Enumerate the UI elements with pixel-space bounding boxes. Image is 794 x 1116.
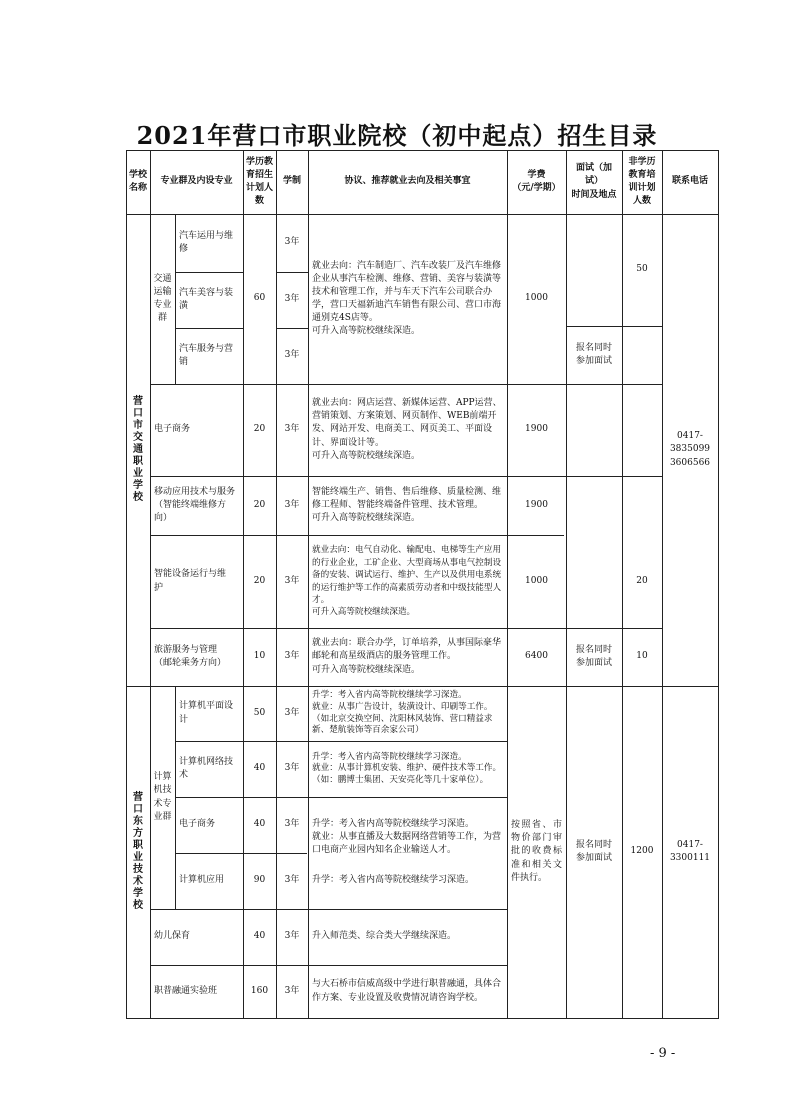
plan-count: 50 bbox=[253, 707, 266, 718]
plan-count: 20 bbox=[253, 424, 266, 435]
header-notes: 协议、推荐就业去向及相关事宜 bbox=[344, 176, 471, 187]
years-value: 3年 bbox=[284, 651, 300, 662]
plan-count: 10 bbox=[253, 651, 266, 662]
notes-text: 与大石桥市信威高级中学进行职普融通，具体合作方案、专业设置及收费情况请咨询学校。 bbox=[312, 979, 502, 1003]
nonplan-count: 10 bbox=[636, 651, 648, 662]
years-value: 3年 bbox=[284, 294, 300, 305]
years-value: 3年 bbox=[284, 985, 300, 996]
major-name: 电子商务 bbox=[154, 424, 191, 435]
plan-count: 40 bbox=[253, 931, 266, 942]
notes-text: 升学：考入省内高等院校继续学习深造。 就业：从事直播及大数据网络营销等工作，为营口电商产业园内知名企业输送人才。 bbox=[312, 819, 502, 856]
major-name: 计算机网络技 术 bbox=[179, 756, 234, 780]
header-fee: 学费 （元/学期） bbox=[512, 169, 561, 193]
years-value: 3年 bbox=[284, 237, 300, 248]
fee-value: 1900 bbox=[525, 499, 548, 510]
years-value: 3年 bbox=[284, 875, 300, 886]
school-name: 营口市交通职业学校 bbox=[133, 396, 143, 503]
notes-text: 升学：考入省内高等院校继续学习深造。 就业：从事广告设计，装潢设计、印刷等工作。（如北京交换空间、沈阳林风装饰、营口精益求新、楚航装饰等百余家公司） bbox=[312, 690, 493, 736]
major-name: 计算机平面设 计 bbox=[179, 701, 234, 725]
nonplan-count: 50 bbox=[636, 264, 648, 275]
page-number: - 9 - bbox=[650, 1046, 676, 1061]
major-name: 汽车运用与维 修 bbox=[179, 230, 234, 254]
contact-phone: 0417- 3300111 bbox=[669, 839, 711, 863]
notes-text: 就业去向：网店运营、新媒体运营、APP运营、营销策划、方案策划、网页制作、WEB前端开发、网站开发、电商美工、网页美工、平面设计、界面设计等。 可升入高等院校继续深造。 bbox=[312, 398, 502, 461]
header-major: 专业群及内设专业 bbox=[160, 176, 233, 187]
notes-text: 就业去向：电气自动化、输配电、电梯等生产应用的行业企业，工矿企业、大型商场从事电气控制设备的安装、调试运行、维护、生产以及供用电系统的运行维护等工作的高素质劳动者和中级技能型人才。 可升入高等院校继续深造。 bbox=[312, 545, 502, 618]
contact-phone: 0417- 3835099 3606566 bbox=[669, 431, 711, 468]
header-plan: 学历教 育招生 计划人 数 bbox=[245, 156, 273, 207]
years-value: 3年 bbox=[284, 424, 300, 435]
notes-text: 升学：考入省内高等院校继续学习深造。 就业：从事计算机安装、维护、硬件技术等工作。（如：鹏博士集团、天安亮化等几十家单位）。 bbox=[312, 751, 502, 785]
years-value: 3年 bbox=[284, 575, 300, 586]
major-name: 电子商务 bbox=[179, 819, 216, 830]
major-name: 汽车服务与营 销 bbox=[179, 343, 234, 367]
major-name: 幼儿保育 bbox=[154, 931, 191, 942]
major-name: 移动应用技术与服务 （智能终端维修方向） bbox=[154, 486, 236, 524]
header-nonplan: 非学历 教育培 训计划 人数 bbox=[628, 156, 656, 207]
major-name: 职普融通实验班 bbox=[154, 985, 218, 996]
nonplan-count: 20 bbox=[636, 575, 648, 586]
notes-text: 升学：考入省内高等院校继续学习深造。 bbox=[312, 875, 475, 885]
major-name: 旅游服务与管理 （邮轮乘务方向） bbox=[154, 644, 227, 668]
school-name: 营口东方职业技术学校 bbox=[133, 792, 143, 911]
plan-count: 60 bbox=[253, 293, 266, 304]
plan-count: 40 bbox=[253, 819, 266, 830]
years-value: 3年 bbox=[284, 499, 300, 510]
fee-value: 按照省、市物价部门审批的收费标准和相关文件执行。 bbox=[511, 820, 562, 883]
years-value: 3年 bbox=[284, 350, 300, 361]
notes-text: 就业去向：联合办学，订单培养，从事国际豪华邮轮和高星级酒店的服务管理工作。 可升入高等院校继续深造。 bbox=[312, 638, 502, 675]
years-value: 3年 bbox=[284, 931, 300, 942]
notes-text: 升入师范类、综合类大学继续深造。 bbox=[312, 931, 457, 942]
notes-text: 智能终端生产、销售、售后维修、质量检测、维修工程师、智能终端备件管理、技术管理。 可升入高等院校继续深造。 bbox=[312, 486, 502, 524]
years-value: 3年 bbox=[284, 763, 300, 774]
fee-value: 1000 bbox=[525, 575, 548, 586]
header-school: 学校 名称 bbox=[128, 169, 147, 193]
fee-value: 1000 bbox=[525, 293, 548, 304]
years-value: 3年 bbox=[284, 707, 300, 718]
header-years: 学制 bbox=[282, 176, 301, 187]
major-name: 汽车美容与装 潢 bbox=[179, 287, 234, 311]
interview-info: 报名同时 参加面试 bbox=[575, 644, 612, 668]
major-name: 智能设备运行与维 护 bbox=[154, 569, 227, 593]
major-group: 交通 运输 专业 群 bbox=[153, 273, 172, 324]
admissions-table bbox=[126, 150, 718, 1018]
major-name: 计算机应用 bbox=[179, 875, 225, 886]
plan-count: 20 bbox=[253, 575, 266, 586]
page-title: 2021年营口市职业院校（初中起点）招生目录 bbox=[136, 121, 658, 150]
plan-count: 20 bbox=[253, 499, 266, 510]
plan-count: 40 bbox=[253, 763, 266, 774]
interview-info: 报名同时 参加面试 bbox=[575, 839, 612, 863]
plan-count: 90 bbox=[253, 875, 266, 886]
interview-info: 报名同时 参加面试 bbox=[575, 342, 612, 366]
plan-count: 160 bbox=[250, 985, 269, 996]
fee-value: 6400 bbox=[525, 651, 548, 662]
header-interview: 面试（加试） 时间及地点 bbox=[571, 163, 617, 200]
nonplan-count: 1200 bbox=[630, 846, 654, 857]
notes-text: 就业去向：汽车制造厂、汽车改装厂及汽车维修企业从事汽车检测、维修、营销、美容与装潢等技术和管理工作，并与车天下汽车公司联合办学，营口天福新迪汽车销售有限公司、营口市海通别克4S店等。 可升入高等院校继续深造。 bbox=[312, 260, 502, 337]
major-group: 计算 机技 术专 业群 bbox=[153, 772, 172, 822]
years-value: 3年 bbox=[284, 819, 300, 830]
fee-value: 1900 bbox=[525, 424, 548, 435]
header-phone: 联系电话 bbox=[671, 176, 708, 187]
